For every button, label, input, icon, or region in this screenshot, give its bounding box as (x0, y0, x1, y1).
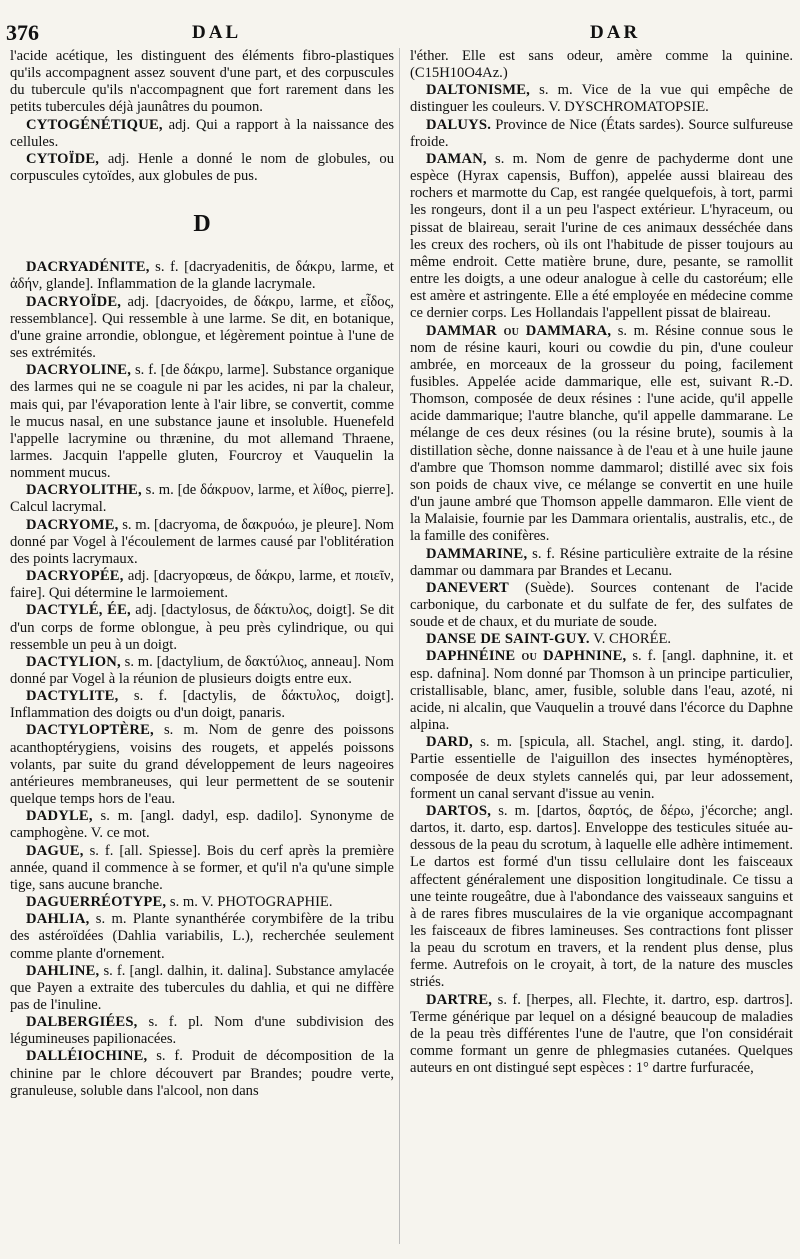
entry-headword: DAHLINE, (26, 962, 100, 979)
dictionary-entry (410, 631, 793, 648)
entry-definition: s. f. [angl. daphnine, it. et esp. dafnina]. Nom donné par Thomson à un principe particulier, cristallisable, blanc, amer, fusible, soluble dans l'eau, azoté, ni acide, ni alcalin, que Vauquelin a trouvé dans l'écorce du Daphne alpina. (410, 648, 793, 734)
dictionary-entry (10, 517, 394, 568)
entry-definition: s. m. [dactylium, de δακτύλιος, anneau]. Nom donné par Vogel à la réunion de plusieurs doigts entre eux. (10, 653, 394, 687)
dictionary-entry (410, 734, 793, 803)
dictionary-entry (410, 323, 793, 546)
entry-headword: DAMAN, (426, 150, 487, 167)
dictionary-entry (10, 294, 394, 363)
running-head-left: DAL (192, 22, 242, 43)
dictionary-entry (10, 911, 394, 962)
entry-headword: DALTONISME, (426, 82, 530, 99)
entry-headword: DACRYOÏDE, (26, 293, 122, 310)
entry-definition: adj. Qui a rapport à la naissance des cellules. (10, 116, 394, 150)
dictionary-entry (10, 1014, 394, 1048)
entry-headword: DARD, (426, 734, 473, 751)
entry-headword: DAMMAR ou DAMMARA, (426, 322, 612, 339)
entry-headword: DACRYOLITHE, (26, 482, 142, 499)
entry-definition: Province de Nice (États sardes). Source sulfureuse froide. (410, 116, 793, 150)
dictionary-entry (10, 117, 394, 151)
dictionary-entry (410, 82, 793, 116)
entry-definition: adj. [dactylosus, de δάκτυλος, doigt]. Se dit d'un corps de forme oblongue, à peu près cylindrique, ou qui ressemble un peu à un doigt. (10, 602, 395, 653)
entry-headword: DALLÉIOCHINE, (26, 1048, 148, 1065)
dictionary-entry (410, 151, 793, 323)
entry-headword: DAPHNÉINE ou DAPHNINE, (426, 648, 627, 665)
entry-headword: CYTOGÉNÉTIQUE, (26, 116, 163, 133)
entry-definition: s. m. Plante synanthérée corymbifère de la tribu des astéroïdées (Dahlia variabilis, L.), recherchée seulement comme plante d'ornement. (10, 911, 394, 962)
entry-definition: s. m. [angl. dadyl, esp. dadilo]. Synonyme de camphogène. V. ce mot. (10, 808, 394, 842)
entry-definition: s. m. Résine connue sous le nom de résine kauri, kouri ou cowdie du pin, d'une couleur ambrée, en morceaux de la grosseur du poing, facilement fusibles. Appelée acide dammarique, elle est, suivant R.-D. Thomson, composée de deux résines : l'une acide, qu'il appelle acide dammarique; l'autre blanche, qu'il appelle dammarane. Le mélange de ces deux résines (ou la résine brute), soumis à la distillation sèche, donne naissance à de l'eau et à une huile jaune d'ambre que Thomson nomme dammarol; distillé avec six fois son poids de chaux vive, ce mélange se convertit en une huile d'un jaune ambré que Thomson appelle dammaron. Elle vient de la Malaisie, fournie par les Dammara orientalis, australis, etc., de la famille des conifères. (410, 322, 793, 545)
dictionary-entry (10, 654, 394, 688)
entry-headword: CYTOÏDE, (26, 150, 100, 167)
entry-definition: s. m. V. PHOTOGRAPHIE. (166, 894, 333, 911)
dictionary-entry (10, 688, 394, 722)
entry-definition: s. m. [dartos, δαρτός, de δέρω, j'écorche; angl. dartos, it. darto, esp. dartos]. Enveloppe des testicules située au-dessous de la peau du scrotum, à laquelle elle adhère intimement. Le dartos est formé d'un tissu cellulaire dont les faisceaux affectent généralement une disposition longitudinale. Ce tissu a une teinte rougeâtre, due à l'abondance des vaisseaux sanguins et à de rares fibres musculaires de la vie organique accompagnant les faisceaux de fibres lamineuses. Ses contractions font plisser la peau du scrotum en travers, et la rendent plus dense, plus ferme. Autrefois on le croyait, à tort, de la nature des muscles striés. (410, 802, 793, 991)
running-head-right: DAR (590, 22, 641, 43)
dictionary-entry (10, 602, 394, 653)
dictionary-entry (10, 808, 394, 842)
dictionary-entry (10, 894, 394, 911)
dictionary-entry (410, 117, 793, 151)
entry-definition: s. m. Nom de genre de pachyderme dont une espèce (Hyrax capensis, Buffon), appelée aussi blaireau des rochers et marmotte du Cap, est rangée quelquefois, à tort, parmi les rongeurs, dont il a un peu l'aspect extérieur. L'hyraceum, ou pissat de blaireau, serait l'urine de ces animaux desséchée dans les creux des rochers, où ils ont l'habitude de pisser toujours au même endroit. Cette matière brune, dure, pesante, se ramollit entre les doigts, a une odeur analogue à celle du castoréum; elle est amère et astringente. Elle a été employée en médecine comme ce dernier corps. Les Hollandais l'appellent pissat de blaireau. (410, 150, 793, 322)
entry-headword: DANSE DE SAINT-GUY. (426, 631, 590, 648)
entry-headword: DACTYLÉ, ÉE, (26, 602, 131, 619)
entry-definition: s. f. Résine particulière extraite de la résine dammar ou dammara par Brandes et Lecanu. (410, 545, 793, 579)
dictionary-entry (10, 362, 394, 482)
entry-headword: DARTRE, (426, 991, 493, 1008)
entry-definition: s. f. [dacryadenitis, de δάκρυ, larme, et ἀδήν, glande]. Inflammation de la glande lacrymale. (10, 259, 394, 293)
entry-headword: DACRYOME, (26, 516, 119, 533)
dictionary-entry (10, 843, 394, 894)
dictionary-entry (410, 648, 793, 734)
entry-headword: DAMMARINE, (426, 545, 528, 562)
entry-definition: s. m. Vice de la vue qui empêche de distinguer les couleurs. V. DYSCHROMATOPSIE. (410, 82, 793, 116)
entry-headword: DADYLE, (26, 808, 93, 825)
continued-text: l'acide acétique, les distinguent des éléments fibro-plastiques qu'ils accompagnent assez souvent d'une part, et des corpuscules du tubercule qu'ils n'accompagnent que fort rarement dans les petits tubercules déjà jaunâtres du poumon. (10, 48, 394, 116)
entry-definition: adj. Henle a donné le nom de globules, ou corpuscules cytoïdes, aux globules de pus. (10, 150, 394, 185)
dictionary-entry (410, 803, 793, 992)
entry-definition: s. f. [de δάκρυ, larme]. Substance organique des larmes qui ne se coagule ni par les acides, ni par la chaleur, mais qui, par l'évaporation lente à l'air libre, se convertit, comme le mucus nasal, en une substance jaune et insoluble. Huenefeld l'appelle lacrymine ou thrænine, du mot allemand Thraene, larmes. Jacquin l'appelle gluten, Fourcroy et Vauquelin la nomment mucus. (10, 362, 394, 482)
dictionary-entry (10, 151, 394, 185)
entry-headword: DACRYOLINE, (26, 362, 132, 379)
dictionary-entry (410, 992, 793, 1078)
section-letter: D (193, 211, 211, 238)
entry-definition: s. f. [angl. dalhin, it. dalina]. Substance amylacée que Payen a extraite des tubercules du dahlia, et qui ne diffère pas de l'inuline. (10, 962, 394, 1013)
page-header (0, 20, 800, 50)
entry-headword: DACTYLOPTÈRE, (26, 722, 154, 739)
entry-headword: DALBERGIÉES, (26, 1014, 138, 1031)
entry-definition: s. m. Nom de genre des poissons acanthoptérygiens, voisins des rougets, et appelés poissons volants, par suite du grand développement de leurs nageoires antérieures membraneuses, qui leur permettent de se soutenir quelque temps hors de l'eau. (10, 722, 394, 808)
entry-headword: DARTOS, (426, 802, 492, 819)
page-number: 376 (6, 20, 39, 45)
entry-headword: DAGUERRÉOTYPE, (26, 894, 167, 911)
entry-definition: s. f. pl. Nom d'une subdivision des légumineuses papilionacées. (10, 1014, 394, 1048)
entry-headword: DACTYLITE, (26, 688, 119, 705)
entry-definition: s. m. [de δάκρυον, larme, et λίθος, pierre]. Calcul lacrymal. (10, 482, 394, 516)
dictionary-entry (410, 580, 793, 631)
entry-definition: s. f. Produit de décomposition de la chinine par le chlore découvert par Brandes; poudre verte, granuleuse, soluble dans l'alcool, non dans (10, 1048, 394, 1099)
entry-headword: DACRYOPÉE, (26, 568, 124, 585)
left-column (10, 48, 394, 1100)
entries-before-section (10, 117, 394, 186)
entry-definition: adj. [dacryopœus, de δάκρυ, larme, et ποιεῖν, faire]. Qui détermine le larmoiement. (10, 568, 394, 602)
entries-right (410, 82, 793, 1077)
entries-left (10, 259, 394, 1100)
entry-headword: DACTYLION, (26, 653, 121, 670)
right-column (410, 48, 793, 1077)
dictionary-entry (10, 482, 394, 516)
entry-headword: DAGUE, (26, 842, 84, 859)
continued-text: l'éther. Elle est sans odeur, amère comme la quinine. (C15H10O4Az.) (410, 48, 793, 82)
dictionary-entry (10, 963, 394, 1014)
entry-definition: s. f. [dactylis, de δάκτυλος, doigt]. Inflammation des doigts ou d'un doigt, panaris. (10, 688, 394, 722)
entry-headword: DALUYS. (426, 116, 492, 133)
column-divider (399, 48, 400, 1244)
entry-definition: s. f. [herpes, all. Flechte, it. dartro, esp. dartros]. Terme générique par lequel on a désigné beaucoup de maladies de la peau très différentes l'une de l'autre, que l'on considérait comme formant un genre de phlegmasies cutanées. Quelques auteurs en ont distingué sept espèces : 1° dartre furfuracée, (410, 991, 793, 1077)
entry-headword: DACRYADÉNITE, (26, 259, 150, 276)
entry-definition: s. f. [all. Spiesse]. Bois du cerf après la première année, quand il commence à se former, et qu'il n'a qu'une simple tige, sans aucune branche. (10, 842, 394, 893)
dictionary-entry (10, 722, 394, 808)
dictionary-entry (10, 568, 394, 602)
entry-definition: (Suède). Sources contenant de l'acide carbonique, du carbonate et du sulfate de fer, des sulfates de soude et de chaux, et du muriate de soude. (410, 579, 793, 631)
entry-definition: V. CHORÉE. (589, 631, 672, 648)
dictionary-entry (10, 1048, 394, 1099)
entry-headword: DAHLIA, (26, 911, 90, 928)
entry-headword: DANEVERT (426, 579, 509, 596)
dictionary-entry (10, 259, 394, 293)
entry-definition: adj. [dacryoides, de δάκρυ, larme, et εἶδος, ressemblance]. Qui ressemble à une larme. Se dit, en botanique, d'une graine arrondie, oblongue, et légèrement pointue à l'une de ses extrémités. (10, 293, 394, 362)
dictionary-entry (410, 546, 793, 580)
entry-definition: s. m. [spicula, all. Stachel, angl. sting, it. dardo]. Partie essentielle de l'aiguillon des insectes hyménoptères, composée de deux stylets cannelés qui, par leur adossement, forment un canal servant d'issue au venin. (410, 734, 793, 802)
entry-definition: s. m. [dacryoma, de δακρυόω, je pleure]. Nom donné par Vogel à l'écoulement de larmes causé par l'oblitération des points lacrymaux. (10, 516, 394, 567)
